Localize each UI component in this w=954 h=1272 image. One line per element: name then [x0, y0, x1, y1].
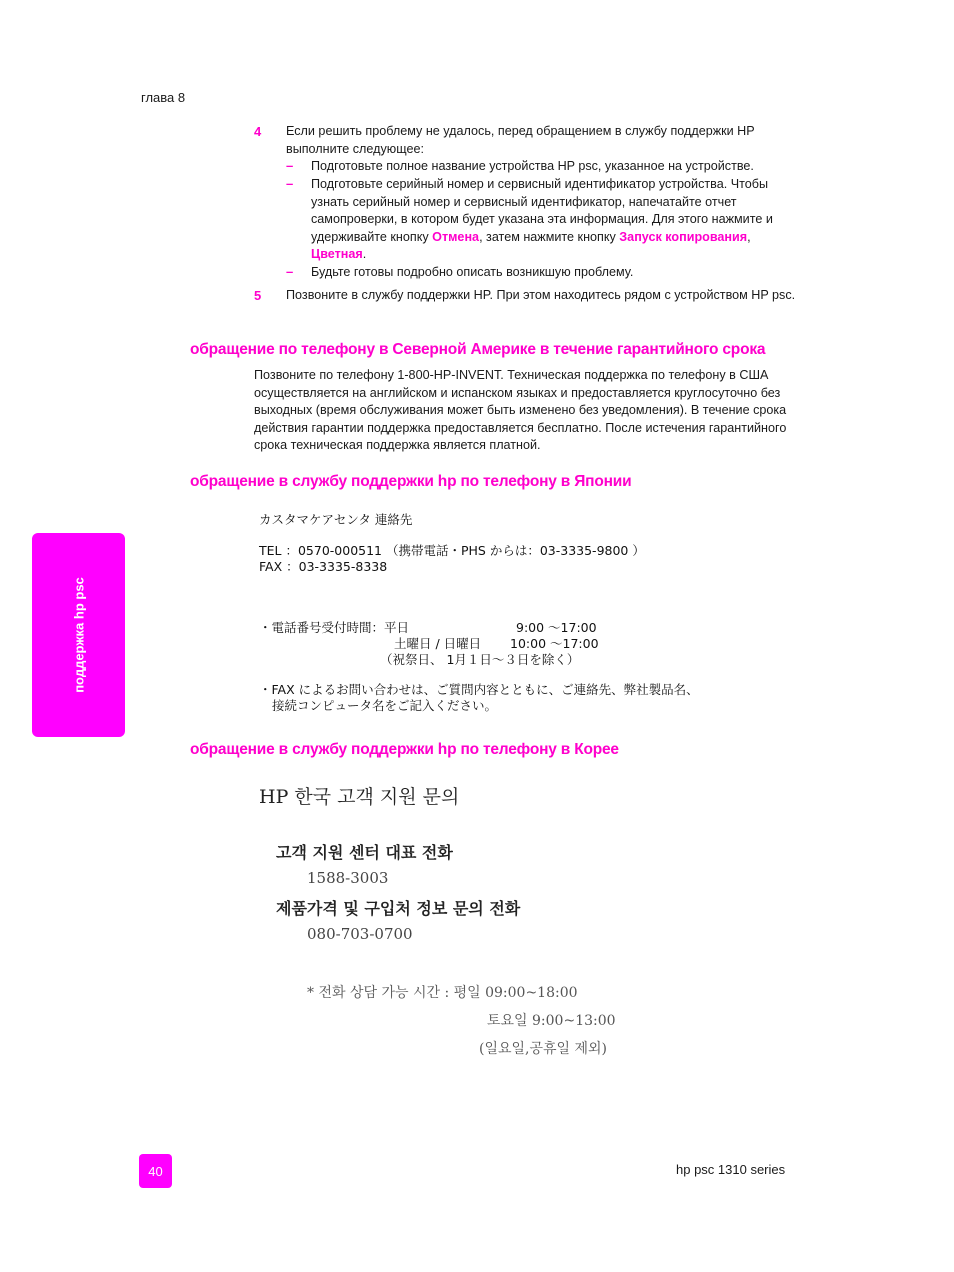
japan-line: FAX ：03-3335-8338 [259, 559, 388, 574]
chapter-label: глава 8 [141, 90, 186, 105]
step-text: Позвоните в службу поддержки HP. При этом находитесь рядом с устройством HP psc. [286, 288, 796, 302]
bullet-text-part: Подготовьте серийный номер и сервисный идентификатор устройства. Чтобы узнать серийный номер и сервисный идентификатор, напечатайте отчет самопроверки, в котором будет указана эта информация. Для этого нажмите и удерживайте кнопку [311, 177, 773, 244]
bullet-dash: – [286, 158, 294, 173]
side-tab [32, 533, 125, 737]
japan-line: ・電話番号受付時間：平日 [259, 620, 410, 635]
korea-hours: 토요일 9:00~13:00 [487, 1013, 616, 1029]
bullet-text: Подготовьте полное название устройства HP psc, указанное на устройстве. [311, 159, 754, 173]
step-text: Если решить проблему не удалось, перед обращением в службу поддержки HP выполните следующее: [286, 124, 755, 156]
bullet-text-serial [311, 176, 796, 264]
korea-hours: * 전화 상담 가능 시간 : 평일 09:00~18:00 [307, 985, 578, 1001]
korea-product-phone: 080-703-0700 [307, 925, 413, 943]
step-number: 4 [254, 124, 262, 139]
side-tab-label: поддержка hp psc [71, 577, 86, 693]
footer-product-name: hp psc 1310 series [676, 1162, 786, 1177]
japan-line: （祝祭日、 1月１日～３日を除く） [380, 652, 580, 667]
japan-line: 9:00 ～17:00 [516, 620, 597, 635]
korea-title: HP 한국 고객 지원 문의 [259, 786, 460, 808]
button-name-start-copy: Запуск копирования [619, 229, 748, 244]
section-heading-japan: обращение в службу поддержки hp по телефону в Японии [190, 473, 632, 490]
bullet-text: Будьте готовы подробно описать возникшую проблему. [311, 265, 634, 279]
korea-hours: (일요일,공휴일 제외) [479, 1041, 608, 1057]
japan-line: 接続コンピュータ名をご記入ください。 [272, 698, 498, 713]
bullet-dash: – [286, 264, 294, 279]
japan-line: TEL ：0570-000511 （携帯電話・PHS からは：03-3335-9800 ） [259, 543, 645, 558]
korea-product-label: 제품가격 및 구입처 정보 문의 전화 [276, 899, 521, 918]
japan-line: カスタマケアセンタ 連絡先 [259, 512, 413, 527]
section-heading-korea: обращение в службу поддержки hp по телефону в Корее [190, 741, 619, 758]
bullet-text-part: , [747, 229, 751, 244]
bullet-text-part: . [362, 247, 367, 262]
button-name-cancel: Отмена [432, 229, 480, 244]
korea-center-label: 고객 지원 센터 대표 전화 [276, 843, 453, 862]
page-number: 40 [139, 1154, 172, 1188]
japan-line: 10:00 ～17:00 [510, 636, 599, 651]
button-name-color: Цветная [311, 247, 363, 262]
japan-line: ・FAX によるお問い合わせは、ご質問内容とともに、ご連絡先、弊社製品名、 [259, 682, 699, 697]
bullet-text-part: , затем нажмите кнопку [479, 229, 620, 244]
section-heading-north-america: обращение по телефону в Северной Америке в течение гарантийного срока [190, 341, 766, 358]
section-body-north-america: Позвоните по телефону 1-800-HP-INVENT. Техническая поддержка по телефону в США осуществляется на английском и испанском языках и предоставляется круглосуточно без выходных (время обслуживания может быть изменено без уведомления). В течение срока действия гарантии поддержка предоставляется бесплатно. После истечения гарантийного срока техническая поддержка является платной. [254, 368, 787, 453]
bullet-dash: – [286, 176, 294, 191]
korea-center-phone: 1588-3003 [307, 869, 389, 887]
step-number: 5 [254, 288, 262, 303]
japan-line: 土曜日 / 日曜日 [394, 636, 482, 651]
